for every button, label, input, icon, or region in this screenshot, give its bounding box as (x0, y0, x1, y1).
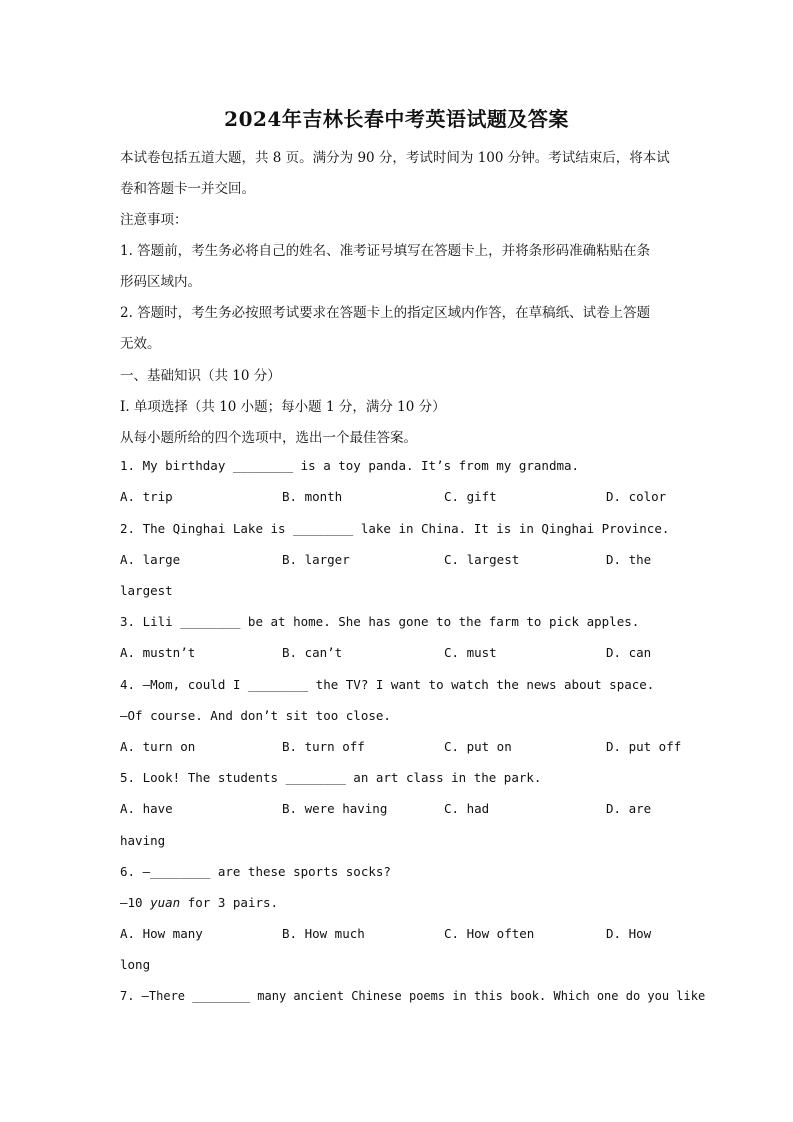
notes-item-2-line-1: 2. 答题时，考生务必按照考试要求在答题卡上的指定区域内作答，在草稿纸、试卷上答题 (120, 305, 651, 321)
intro-line-1: 本试卷包括五道大题，共 8 页。满分为 90 分，考试时间为 100 分钟。考试结束后，将本试 (120, 150, 670, 166)
question-6-reply-italic: yuan (150, 895, 181, 910)
notes-item-2-line-2: 无效。 (120, 336, 161, 352)
question-3-option-a: A. mustn’t (120, 645, 196, 660)
question-6-reply-suffix: for 3 pairs. (180, 895, 279, 910)
question-7-stem: 7. —There ________ many ancient Chinese poems in this book. Which one do you like (120, 989, 706, 1003)
page-title: 2024年吉林长春中考英语试题及答案 (224, 107, 569, 131)
intro-line-2: 卷和答题卡一并交回。 (120, 181, 255, 197)
question-6-option-d: D. How (606, 926, 652, 941)
question-5-option-a: A. have (120, 801, 173, 816)
question-1-option-b: B. month (282, 489, 343, 504)
notes-item-1-line-1: 1. 答题前，考生务必将自己的姓名、准考证号填写在答题卡上，并将条形码准确粘贴在条 (120, 243, 651, 259)
question-3-option-d: D. can (606, 645, 652, 660)
notes-item-1-line-2: 形码区域内。 (120, 274, 201, 290)
question-4-option-c: C. put on (444, 739, 512, 754)
question-5-option-d-continued: having (120, 833, 166, 848)
question-5-stem: 5. Look! The students ________ an art class in the park. (120, 770, 542, 785)
question-2-stem: 2. The Qinghai Lake is ________ lake in China. It is in Qinghai Province. (120, 521, 670, 536)
notes-heading: 注意事项： (120, 212, 188, 228)
question-4-reply: —Of course. And don’t sit too close. (120, 708, 391, 723)
question-2-option-a: A. large (120, 552, 181, 567)
question-2-option-b: B. larger (282, 552, 350, 567)
question-2-option-d-continued: largest (120, 583, 173, 598)
question-3-option-b: B. can’t (282, 645, 343, 660)
question-5-option-b: B. were having (282, 801, 388, 816)
question-6-option-c: C. How often (444, 926, 535, 941)
question-2-option-d: D. the (606, 552, 652, 567)
question-1-option-a: A. trip (120, 489, 173, 504)
question-6-stem: 6. —________ are these sports socks? (120, 864, 391, 879)
section-heading: 一、基础知识（共 10 分） (120, 368, 281, 384)
question-4-option-b: B. turn off (282, 739, 365, 754)
question-4-option-d: D. put off (606, 739, 682, 754)
question-2-option-c: C. largest (444, 552, 520, 567)
question-6-option-b: B. How much (282, 926, 365, 941)
question-1-option-d: D. color (606, 489, 667, 504)
question-4-option-a: A. turn on (120, 739, 196, 754)
question-6-option-a: A. How many (120, 926, 203, 941)
question-6-reply (120, 895, 278, 910)
question-4-stem: 4. —Mom, could I ________ the TV? I want to watch the news about space. (120, 677, 655, 692)
instruction-text: 从每小题所给的四个选项中，选出一个最佳答案。 (120, 430, 417, 446)
part-heading: Ⅰ. 单项选择（共 10 小题；每小题 1 分，满分 10 分） (120, 399, 446, 415)
question-3-option-c: C. must (444, 645, 497, 660)
question-6-reply-prefix: —10 (120, 895, 151, 910)
question-1-option-c: C. gift (444, 489, 497, 504)
question-3-stem: 3. Lili ________ be at home. She has gone to the farm to pick apples. (120, 614, 640, 629)
question-5-option-c: C. had (444, 801, 490, 816)
question-1-stem: 1. My birthday ________ is a toy panda. It’s from my grandma. (120, 458, 580, 473)
question-6-option-d-continued: long (120, 957, 151, 972)
question-5-option-d: D. are (606, 801, 652, 816)
